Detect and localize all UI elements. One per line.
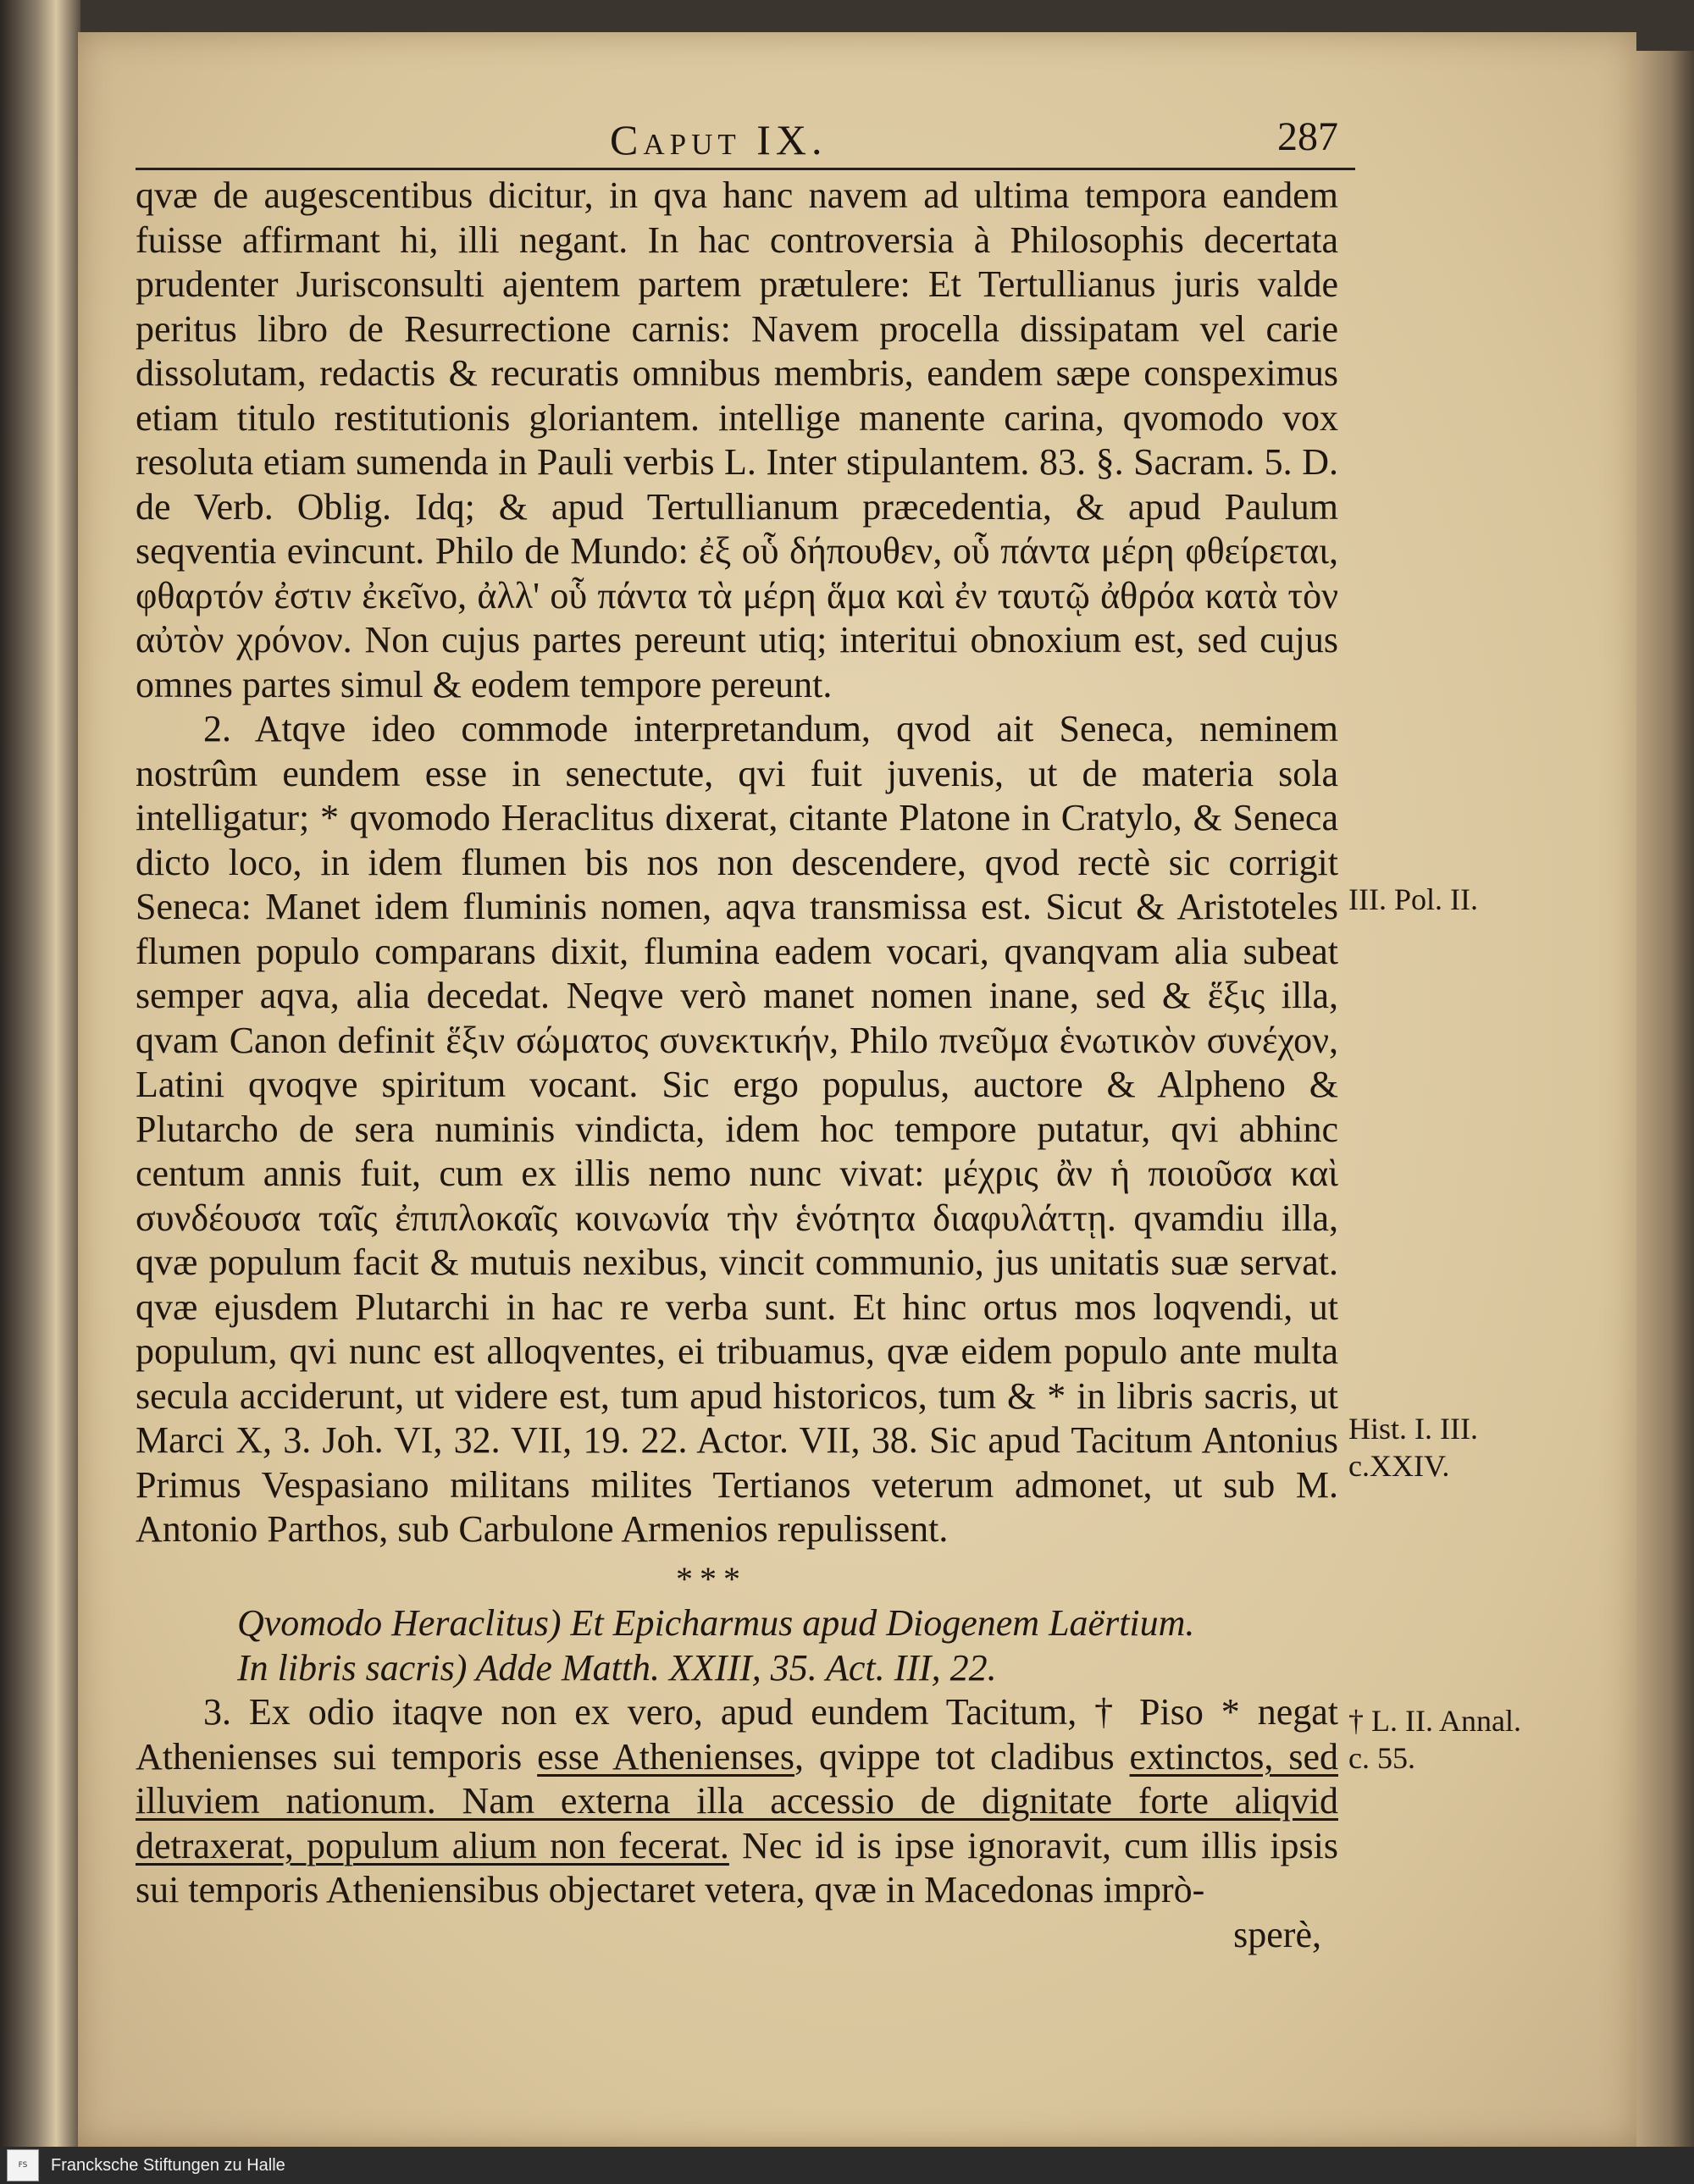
book-gutter: [0, 0, 80, 2147]
page-header: [136, 108, 1355, 170]
paragraph-3-part-c: Nec id is ipse ignoravit, cum illis ipsis sui temporis Atheniensibus objectaret vetera, qvæ in Macedonas imprò-: [136, 1824, 1339, 1910]
annotation-libris-sacris: In libris sacris) Adde Matth. XXIII, 35. Act. III, 22.: [237, 1646, 997, 1689]
footer-credit: Francksche Stiftungen zu Halle: [51, 2155, 285, 2175]
paragraph-2: 2. Atqve ideo commode interpretandum, qvod ait Seneca, neminem nostrûm eundem esse in senectute, qvi fuit juvenis, ut de materia sola intelligatur; * qvomodo Heraclitus dixerat, citante Platone in Cratylo, & Seneca dicto loco, in idem flumen bis nos non descendere, qvod rectè sic corrigit Seneca: Manet idem fluminis nomen, aqva transmissa est. Sicut & Aristoteles flumen populo comparans dixit, flumina eadem vocari, qvanqvam alia subeat semper aqva, alia decedat. Neqve verò manet nomen inane, sed & ἕξις illa, qvam Canon definit ἕξιν σώματος συνεκτικήν, Philo πνεῦμα ἑνωτικὸν συνέχον, Latini qvoqve spiritum vocant. Sic ergo populus, auctore & Alpheno & Plutarcho de sera numinis vindicta, idem hoc tempore putatur, qvi abhinc centum annis fuit, cum ex illis nemo nunc vivat: μέχρις ἂν ἡ ποιοῦσα καὶ συνδέουσα ταῖς ἐπιπλοκαῖς κοινωνία τὴν ἑνότητα διαφυλάττῃ. qvamdiu illa, qvæ populum facit & mutuis nexibus, vincit communio, jus unitatis suæ servat. qvæ ejusdem Plutarchi in hac re verba sunt. Et hinc ortus mos loqvendi, ut populum, qvi nunc est alloqventes, ei tribuamus, qvæ eidem populo ante multa secula acciderunt, ut videre est, tum apud historicos, tum & * in libris sacris, ut Marci X, 3. Joh. VI, 32. VII, 19. 22. Actor. VII, 38. Sic apud Tacitum Antonius Primus Vespasiano militans milites Tertianos veterum admonet, ut sub M. Antonio Parthos, sub Carbulone Armenios repulissent.: [136, 708, 1338, 1550]
margin-note-hist: [1348, 1410, 1603, 1485]
running-head: Caput IX.: [610, 116, 828, 163]
main-text: [136, 174, 1338, 1957]
paragraph-3-part-a: 3. Ex odio itaqve non ex vero, apud eundem Tacitum, † Piso * negat Athenienses sui temporis: [136, 1691, 1338, 1778]
paragraph-3: [136, 1690, 1338, 1913]
paragraph-1: qvæ de augescentibus dicitur, in qva hanc navem ad ultima tempora eandem fuisse affirmant hi, illi negant. In hac controversia à Philosophis decertata prudenter Jurisconsulti ajentem partem prætulere: Et Tertullianus juris valde peritus libro de Resurrectione carnis: Navem procella dissipatam vel carie dissolutam, redactis & recuratis omnibus membris, eandem sæpe conspeximus etiam titulo restitutionis gloriantem. intellige manente carina, qvomodo vox resoluta etiam sumenda in Pauli verbis L. Inter stipulantem. 83. §. Sacram. 5. D. de Verb. Oblig. Idq; & apud Tertullianum præcedentia, & apud Paulum seqventia evincunt. Philo de Mundo: ἐξ οὗ δήπουθεν, οὗ πάντα μέρη φθείρεται, φθαρτόν ἐστιν ἐκεῖνο, ἀλλ' οὗ πάντα τὰ μέρη ἅμα καὶ ἐν ταυτῷ ἀθρόα κατὰ τὸν αὐτὸν χρόνον. Non cujus partes pereunt utiq; interitui obnoxium est, sed cujus omnes partes simul & eodem tempore pereunt.: [136, 174, 1338, 705]
margin-note-hist-line2: c.XXIV.: [1348, 1449, 1450, 1483]
underlined-phrase-1: esse Athenienses: [537, 1735, 795, 1778]
paragraph-3-part-b: , qvippe tot cladibus: [794, 1735, 1130, 1778]
annotation-heraclitus: Qvomodo Heraclitus) Et Epicharmus apud Diogenem Laërtium.: [237, 1602, 1195, 1644]
margin-note-annal-line2: c. 55.: [1348, 1741, 1415, 1775]
margin-note-annal-line1: † L. II. Annal.: [1348, 1704, 1521, 1738]
margin-note-pol: III. Pol. II.: [1348, 882, 1478, 916]
footer-bar: [0, 2147, 1694, 2184]
page-number: 287: [1277, 114, 1338, 159]
underlined-phrase-2: extinctos, sed illuviem nationum. Nam externa illa accessio de dignitate forte aliqvid detraxerat, populum alium non fecerat.: [136, 1735, 1338, 1866]
margin-note-hist-line1: Hist. I. III.: [1348, 1412, 1478, 1446]
section-divider: ***: [676, 1559, 747, 1598]
institution-logo-icon: FS: [7, 2149, 39, 2181]
margin-note-annal: [1348, 1702, 1603, 1777]
page-edge: [1636, 51, 1694, 2147]
catchword: sperè,: [1233, 1913, 1321, 1955]
